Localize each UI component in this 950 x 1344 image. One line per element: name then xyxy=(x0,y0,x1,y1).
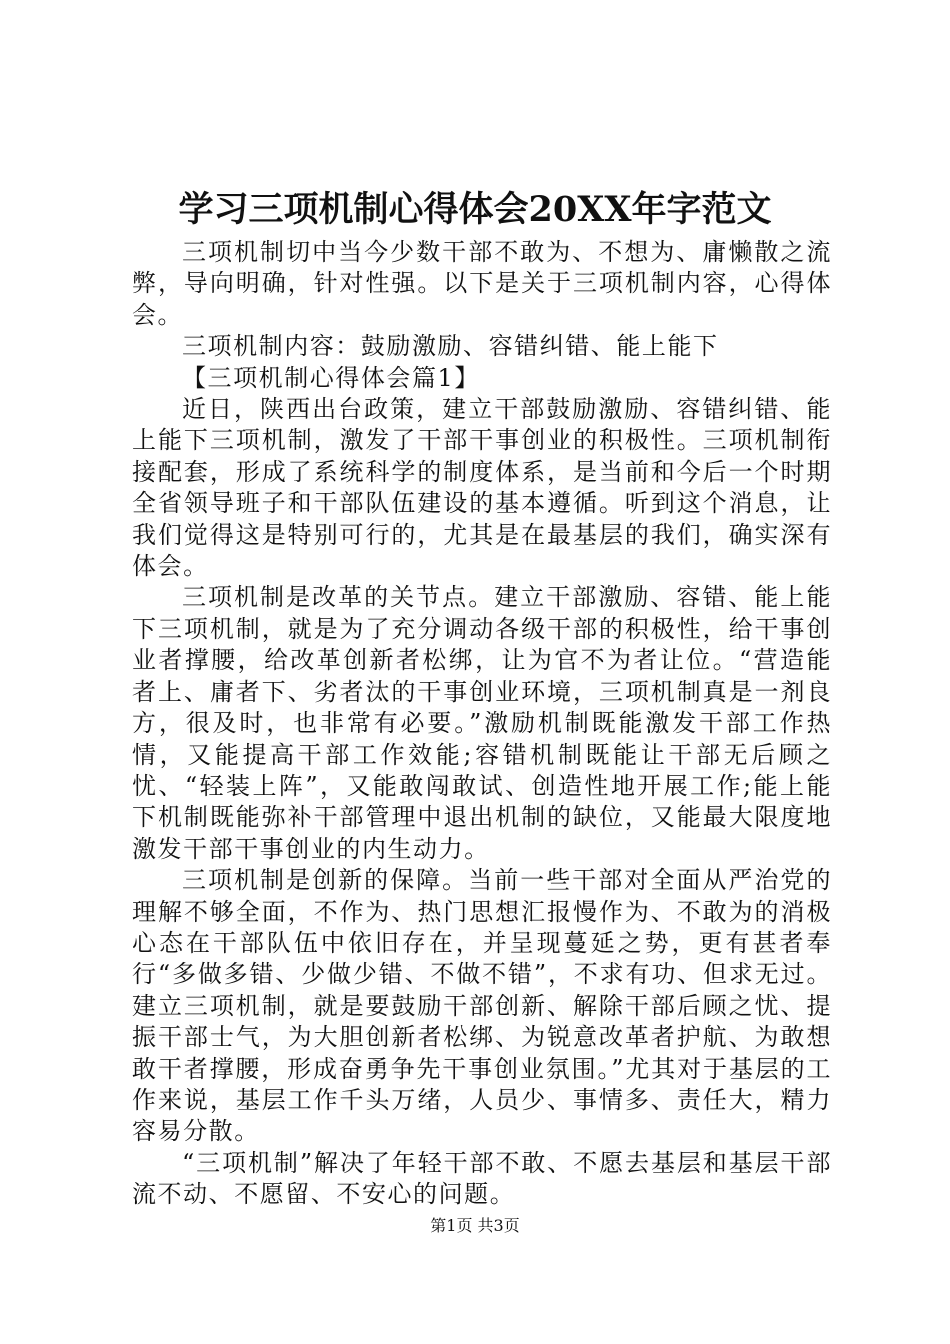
section-heading: 【三项机制心得体会篇1】 xyxy=(182,363,480,392)
paragraph-intro: 三项机制切中当今少数干部不敢为、不想为、庸懒散之流弊，导向明确，针对性强。以下是关于三项机制内容，心得体会。 xyxy=(132,238,832,329)
paragraph-reform: 三项机制是改革的关节点。建立干部激励、容错、能上能下三项机制，就是为了充分调动各级干部的积极性，给干事创业者撑腰，给改革创新者松绑，让为官不为者让位。“营造能者上、庸者下、劣者汰的干事创业环境，三项机制真是一剂良方，很及时，也非常有必要。”激励机制既能激发干部工作热情，又能提高干部工作效能;容错机制既能让干部无后顾之忧、“轻装上阵”，又能敢闯敢试、创造性地开展工作;能上能下机制既能弥补干部管理中退出机制的缺位，又能最大限度地激发干部干事创业的内生动力。 xyxy=(132,583,832,863)
paragraph-mechanism-content: 三项机制内容：鼓励激励、容错纠错、能上能下 xyxy=(182,332,719,361)
document-body xyxy=(132,237,832,1211)
paragraph-young-cadres: “三项机制”解决了年轻干部不敢、不愿去基层和基层干部流不动、不愿留、不安心的问题。 xyxy=(132,1148,832,1209)
page-footer: 第1页 共3页 xyxy=(430,1216,520,1235)
paragraph-policy: 近日，陕西出台政策，建立干部鼓励激励、容错纠错、能上能下三项机制，激发了干部干事创业的积极性。三项机制衔接配套，形成了系统科学的制度体系，是当前和今后一个时期全省领导班子和干部队伍建设的基本遵循。听到这个消息，让我们觉得这是特别可行的，尤其是在最基层的我们，确实深有体会。 xyxy=(132,395,832,581)
paragraph-innovation: 三项机制是创新的保障。当前一些干部对全面从严治党的理解不够全面，不作为、热门思想汇报慢作为、不敢为的消极心态在干部队伍中依旧存在，并呈现蔓延之势，更有甚者奉行“多做多错、少做少错、不做不错”，不求有功、但求无过。建立三项机制，就是要鼓励干部创新、解除干部后顾之忧、提振干部士气，为大胆创新者松绑、为锐意改革者护航、为敢想敢干者撑腰，形成奋勇争先干事创业氛围。”尤其对于基层的工作来说，基层工作千头万绪，人员少、事情多、责任大，精力容易分散。 xyxy=(132,866,832,1146)
document-title: 学习三项机制心得体会20XX年字范文 xyxy=(178,189,772,230)
